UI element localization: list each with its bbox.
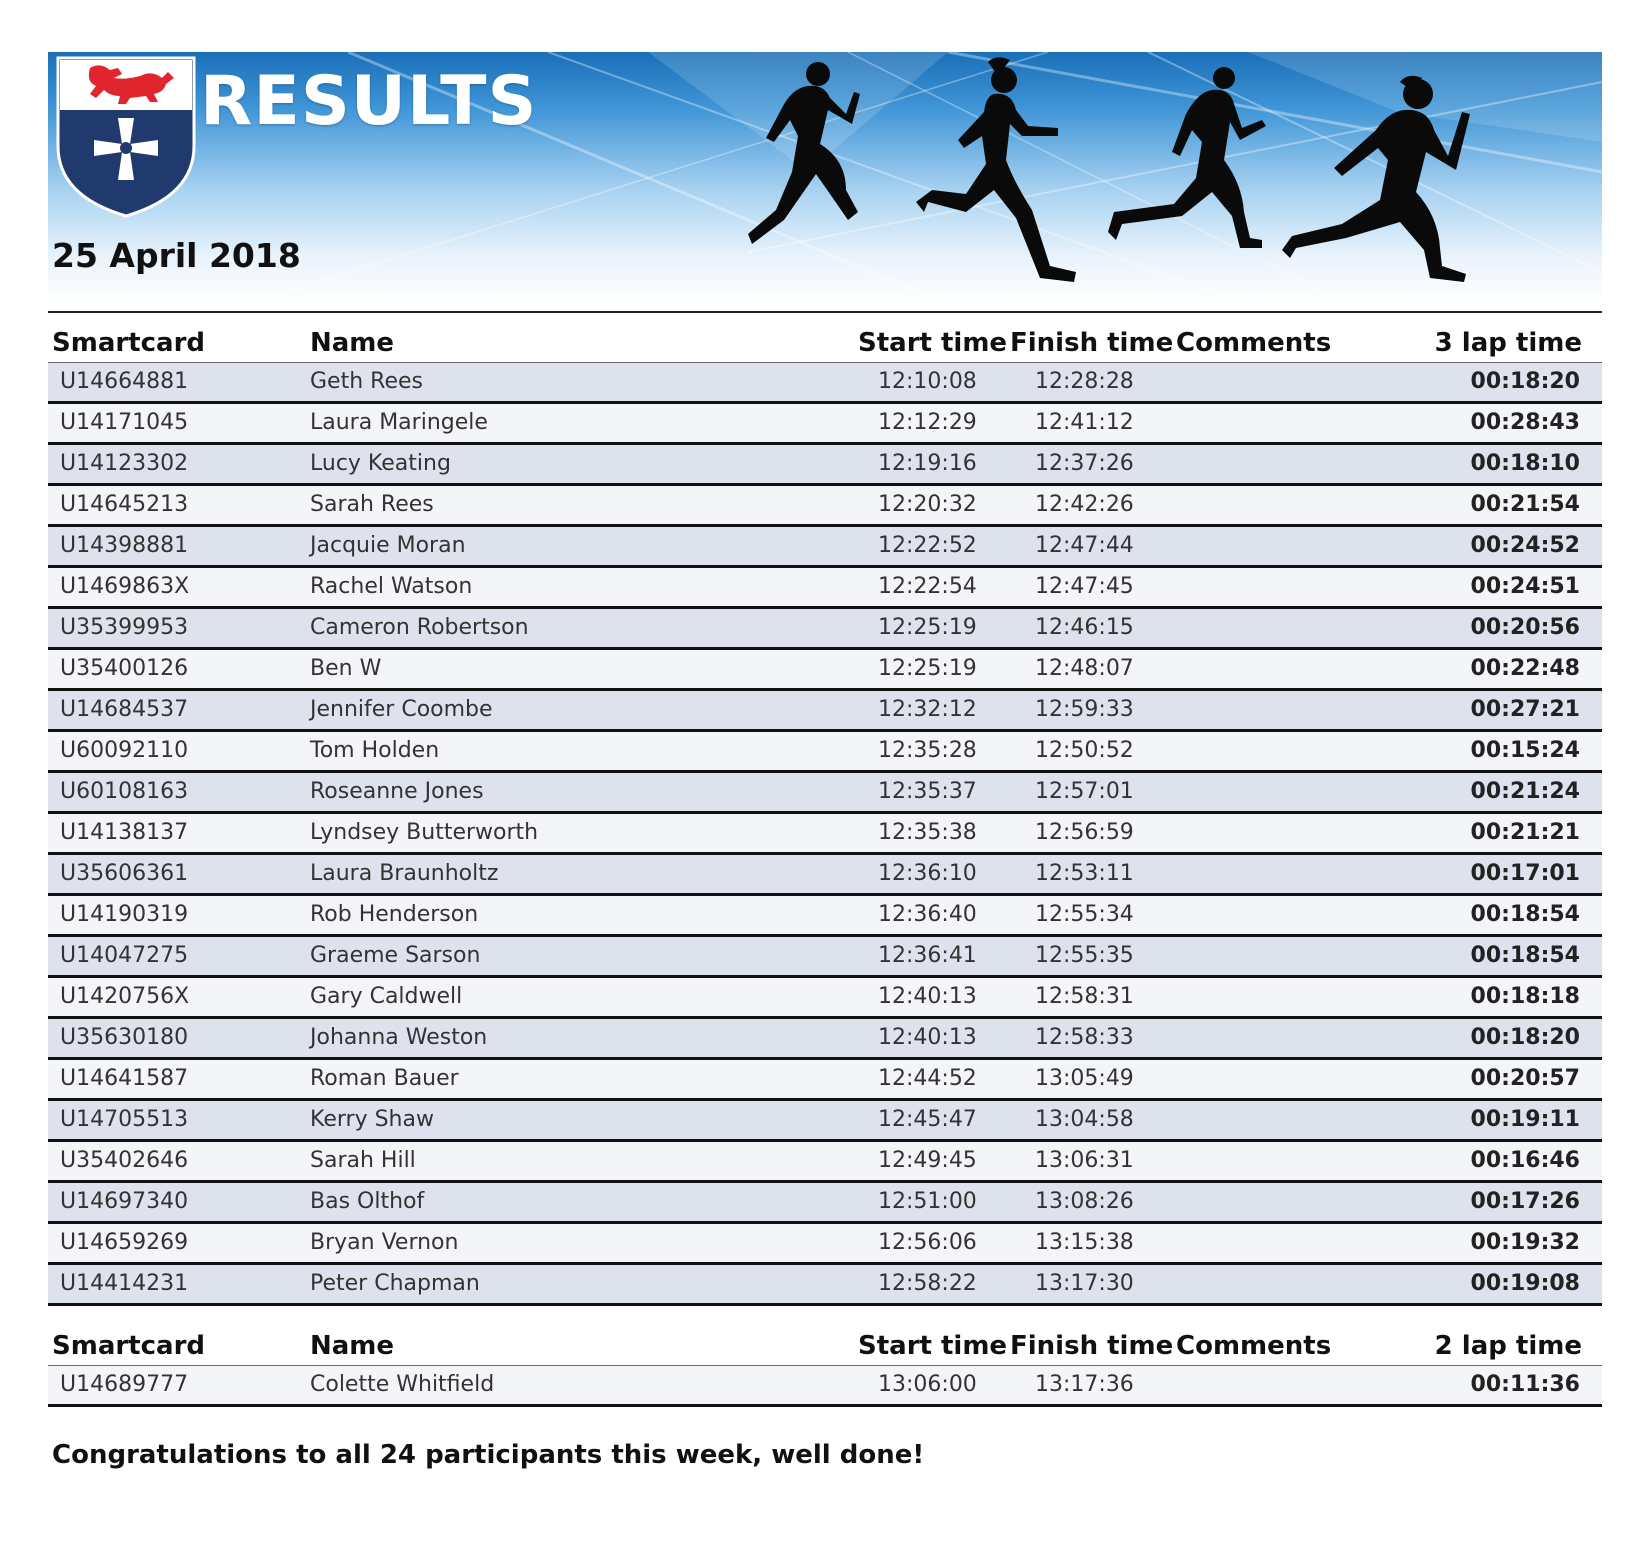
start-time-cell: 12:36:10 xyxy=(878,861,977,886)
name-cell: Roman Bauer xyxy=(310,1066,459,1091)
lap-time-cell: 00:17:26 xyxy=(1470,1189,1580,1214)
table-row xyxy=(48,404,1602,445)
start-time-cell: 12:20:32 xyxy=(878,492,977,517)
col-smartcard: Smartcard xyxy=(52,1331,206,1361)
col-name: Name xyxy=(310,328,395,358)
lap-time-cell: 00:24:51 xyxy=(1470,574,1580,599)
table-row xyxy=(48,937,1602,978)
table-row xyxy=(48,609,1602,650)
name-cell: Laura Maringele xyxy=(310,410,488,435)
smartcard-cell: U14190319 xyxy=(60,902,189,927)
finish-time-cell: 13:04:58 xyxy=(1035,1107,1134,1132)
start-time-cell: 12:40:13 xyxy=(878,984,977,1009)
start-time-cell: 12:51:00 xyxy=(878,1189,977,1214)
smartcard-cell: U35630180 xyxy=(60,1025,189,1050)
lap-time-cell: 00:18:20 xyxy=(1470,1025,1580,1050)
lap-time-cell: 00:19:08 xyxy=(1470,1271,1580,1296)
start-time-cell: 12:49:45 xyxy=(878,1148,977,1173)
smartcard-cell: U1469863X xyxy=(60,574,190,599)
start-time-cell: 12:35:37 xyxy=(878,779,977,804)
table-row xyxy=(48,1183,1602,1224)
col-finish-time: Finish time xyxy=(1010,1331,1174,1361)
smartcard-cell: U14047275 xyxy=(60,943,189,968)
smartcard-cell: U35402646 xyxy=(60,1148,189,1173)
finish-time-cell: 13:08:26 xyxy=(1035,1189,1134,1214)
start-time-cell: 12:22:54 xyxy=(878,574,977,599)
university-crest-logo xyxy=(56,56,196,218)
name-cell: Rachel Watson xyxy=(310,574,473,599)
col-finish-time: Finish time xyxy=(1010,328,1174,358)
col-comments: Comments xyxy=(1176,328,1332,358)
finish-time-cell: 12:41:12 xyxy=(1035,410,1134,435)
lap-time-cell: 00:11:36 xyxy=(1470,1372,1580,1397)
table-row xyxy=(48,896,1602,937)
start-time-cell: 12:35:38 xyxy=(878,820,977,845)
table-row xyxy=(48,650,1602,691)
smartcard-cell: U14641587 xyxy=(60,1066,189,1091)
name-cell: Lyndsey Butterworth xyxy=(310,820,539,845)
finish-time-cell: 12:47:45 xyxy=(1035,574,1134,599)
start-time-cell: 12:22:52 xyxy=(878,533,977,558)
start-time-cell: 12:10:08 xyxy=(878,369,977,394)
start-time-cell: 12:25:19 xyxy=(878,615,977,640)
runner-4-figure xyxy=(1282,76,1470,282)
smartcard-cell: U14697340 xyxy=(60,1189,189,1214)
col-name: Name xyxy=(310,1331,395,1361)
finish-time-cell: 12:57:01 xyxy=(1035,779,1134,804)
table-row xyxy=(48,691,1602,732)
lap-time-cell: 00:19:32 xyxy=(1470,1230,1580,1255)
lap-time-cell: 00:21:24 xyxy=(1470,779,1580,804)
finish-time-cell: 12:55:35 xyxy=(1035,943,1134,968)
finish-time-cell: 12:46:15 xyxy=(1035,615,1134,640)
name-cell: Colette Whitfield xyxy=(310,1372,495,1397)
table-row xyxy=(48,773,1602,814)
smartcard-cell: U35400126 xyxy=(60,656,189,681)
table-row xyxy=(48,1366,1602,1407)
start-time-cell: 12:36:41 xyxy=(878,943,977,968)
name-cell: Tom Holden xyxy=(310,738,440,763)
table-row xyxy=(48,978,1602,1019)
finish-time-cell: 12:47:44 xyxy=(1035,533,1134,558)
lap-time-cell: 00:18:54 xyxy=(1470,902,1580,927)
lap-time-cell: 00:19:11 xyxy=(1470,1107,1580,1132)
start-time-cell: 12:12:29 xyxy=(878,410,977,435)
lap-time-cell: 00:18:18 xyxy=(1470,984,1580,1009)
start-time-cell: 12:32:12 xyxy=(878,697,977,722)
finish-time-cell: 13:06:31 xyxy=(1035,1148,1134,1173)
table-row xyxy=(48,363,1602,404)
finish-time-cell: 12:56:59 xyxy=(1035,820,1134,845)
header-banner xyxy=(48,52,1602,304)
start-time-cell: 12:58:22 xyxy=(878,1271,977,1296)
name-cell: Jacquie Moran xyxy=(310,533,466,558)
smartcard-cell: U14689777 xyxy=(60,1372,189,1397)
col-smartcard: Smartcard xyxy=(52,328,206,358)
table-row xyxy=(48,732,1602,773)
results-title: RESULTS xyxy=(200,62,538,141)
start-time-cell: 12:45:47 xyxy=(878,1107,977,1132)
lap-time-cell: 00:18:10 xyxy=(1470,451,1580,476)
smartcard-cell: U35399953 xyxy=(60,615,189,640)
name-cell: Sarah Hill xyxy=(310,1148,416,1173)
lap-time-cell: 00:15:24 xyxy=(1470,738,1580,763)
smartcard-cell: U14664881 xyxy=(60,369,189,394)
col-comments: Comments xyxy=(1176,1331,1332,1361)
table-row xyxy=(48,568,1602,609)
lap-time-cell: 00:22:48 xyxy=(1470,656,1580,681)
finish-time-cell: 12:55:34 xyxy=(1035,902,1134,927)
finish-time-cell: 12:42:26 xyxy=(1035,492,1134,517)
smartcard-cell: U60092110 xyxy=(60,738,189,763)
lap-time-cell: 00:16:46 xyxy=(1470,1148,1580,1173)
congratulations-message: Congratulations to all 24 participants this week, well done! xyxy=(52,1440,925,1470)
name-cell: Kerry Shaw xyxy=(310,1107,434,1132)
name-cell: Bryan Vernon xyxy=(310,1230,459,1255)
lap-time-cell: 00:18:20 xyxy=(1470,369,1580,394)
smartcard-cell: U14123302 xyxy=(60,451,189,476)
runners-silhouettes-graphic xyxy=(696,52,1496,304)
col-start-time: Start time xyxy=(858,1331,1008,1361)
name-cell: Rob Henderson xyxy=(310,902,479,927)
smartcard-cell: U14684537 xyxy=(60,697,189,722)
lap-time-cell: 00:21:54 xyxy=(1470,492,1580,517)
two-lap-table-header xyxy=(48,1325,1602,1365)
smartcard-cell: U14138137 xyxy=(60,820,189,845)
finish-time-cell: 12:53:11 xyxy=(1035,861,1134,886)
finish-time-cell: 13:05:49 xyxy=(1035,1066,1134,1091)
name-cell: Peter Chapman xyxy=(310,1271,480,1296)
table-row xyxy=(48,445,1602,486)
table-row xyxy=(48,855,1602,896)
table-row xyxy=(48,1224,1602,1265)
three-lap-results-table xyxy=(48,363,1602,1306)
lap-time-cell: 00:20:57 xyxy=(1470,1066,1580,1091)
lap-time-cell: 00:28:43 xyxy=(1470,410,1580,435)
name-cell: Ben W xyxy=(310,656,382,681)
finish-time-cell: 13:15:38 xyxy=(1035,1230,1134,1255)
smartcard-cell: U14705513 xyxy=(60,1107,189,1132)
col-lap-time: 2 lap time xyxy=(1434,1331,1582,1361)
finish-time-cell: 13:17:36 xyxy=(1035,1372,1134,1397)
start-time-cell: 12:44:52 xyxy=(878,1066,977,1091)
runner-3-figure xyxy=(1108,67,1266,248)
finish-time-cell: 12:59:33 xyxy=(1035,697,1134,722)
name-cell: Laura Braunholtz xyxy=(310,861,499,886)
lap-time-cell: 00:18:54 xyxy=(1470,943,1580,968)
event-date: 25 April 2018 xyxy=(52,236,301,275)
smartcard-cell: U14659269 xyxy=(60,1230,189,1255)
runner-2-figure xyxy=(916,57,1076,282)
table-row xyxy=(48,1060,1602,1101)
name-cell: Graeme Sarson xyxy=(310,943,481,968)
lap-time-cell: 00:17:01 xyxy=(1470,861,1580,886)
finish-time-cell: 12:58:31 xyxy=(1035,984,1134,1009)
start-time-cell: 12:35:28 xyxy=(878,738,977,763)
smartcard-cell: U14398881 xyxy=(60,533,189,558)
name-cell: Cameron Robertson xyxy=(310,615,529,640)
lap-time-cell: 00:24:52 xyxy=(1470,533,1580,558)
banner-divider xyxy=(48,311,1602,313)
table-row xyxy=(48,1019,1602,1060)
finish-time-cell: 13:17:30 xyxy=(1035,1271,1134,1296)
table-row xyxy=(48,814,1602,855)
start-time-cell: 12:19:16 xyxy=(878,451,977,476)
start-time-cell: 12:36:40 xyxy=(878,902,977,927)
name-cell: Lucy Keating xyxy=(310,451,451,476)
smartcard-cell: U35606361 xyxy=(60,861,189,886)
smartcard-cell: U1420756X xyxy=(60,984,190,1009)
name-cell: Sarah Rees xyxy=(310,492,434,517)
smartcard-cell: U14171045 xyxy=(60,410,189,435)
start-time-cell: 12:40:13 xyxy=(878,1025,977,1050)
finish-time-cell: 12:28:28 xyxy=(1035,369,1134,394)
table-row xyxy=(48,486,1602,527)
lap-time-cell: 00:20:56 xyxy=(1470,615,1580,640)
name-cell: Geth Rees xyxy=(310,369,423,394)
table-row xyxy=(48,1265,1602,1306)
name-cell: Johanna Weston xyxy=(310,1025,488,1050)
lap-time-cell: 00:27:21 xyxy=(1470,697,1580,722)
smartcard-cell: U14645213 xyxy=(60,492,189,517)
finish-time-cell: 12:58:33 xyxy=(1035,1025,1134,1050)
start-time-cell: 12:25:19 xyxy=(878,656,977,681)
smartcard-cell: U14414231 xyxy=(60,1271,189,1296)
lap-time-cell: 00:21:21 xyxy=(1470,820,1580,845)
start-time-cell: 13:06:00 xyxy=(878,1372,977,1397)
name-cell: Roseanne Jones xyxy=(310,779,484,804)
finish-time-cell: 12:50:52 xyxy=(1035,738,1134,763)
start-time-cell: 12:56:06 xyxy=(878,1230,977,1255)
name-cell: Bas Olthof xyxy=(310,1189,425,1214)
col-start-time: Start time xyxy=(858,328,1008,358)
name-cell: Jennifer Coombe xyxy=(310,697,493,722)
three-lap-table-header xyxy=(48,322,1602,362)
table-row xyxy=(48,1142,1602,1183)
smartcard-cell: U60108163 xyxy=(60,779,189,804)
two-lap-results-table xyxy=(48,1366,1602,1407)
table-row xyxy=(48,527,1602,568)
name-cell: Gary Caldwell xyxy=(310,984,463,1009)
runner-1-figure xyxy=(748,62,860,244)
finish-time-cell: 12:37:26 xyxy=(1035,451,1134,476)
finish-time-cell: 12:48:07 xyxy=(1035,656,1134,681)
col-lap-time: 3 lap time xyxy=(1434,328,1582,358)
table-row xyxy=(48,1101,1602,1142)
